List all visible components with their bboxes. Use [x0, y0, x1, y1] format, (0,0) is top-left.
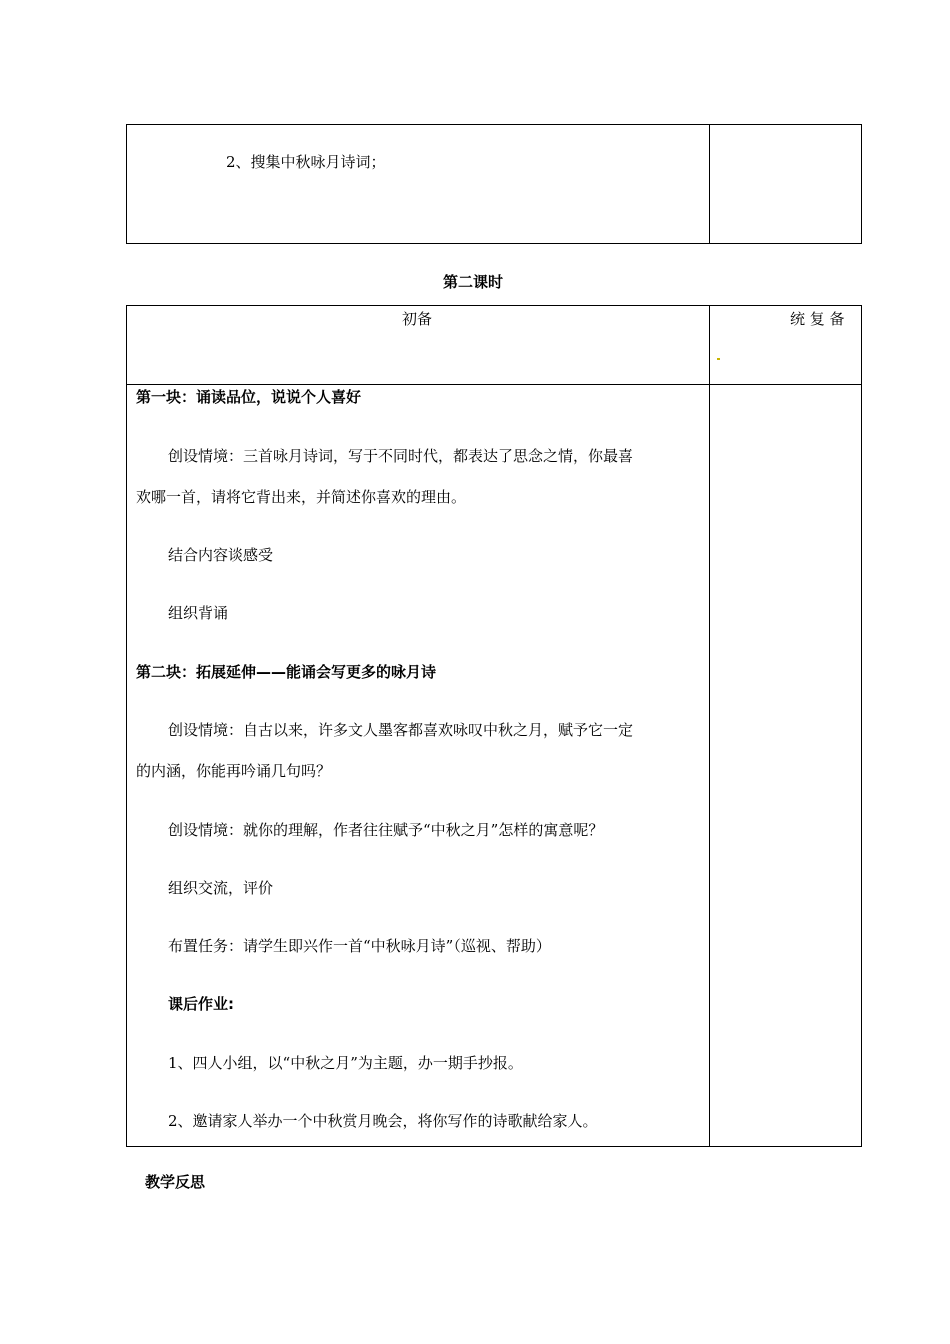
header-left: 初备: [402, 310, 433, 328]
top-table: [126, 124, 862, 244]
block2-para2: 创设情境：就你的理解，作者往往赋予“中秋之月”怎样的寓意呢？: [168, 821, 604, 839]
top-table-item-2: 2、搜集中秋咏月诗词；: [226, 153, 386, 171]
mark-dot: [717, 358, 720, 360]
lesson-table-divider: [709, 305, 710, 1147]
lesson-table-header-rule: [126, 384, 862, 385]
homework-item-2: 2、邀请家人举办一个中秋赏月晚会，将你写作的诗歌献给家人。: [168, 1112, 598, 1130]
block1-para1-line1: 创设情境：三首咏月诗词，写于不同时代，都表达了思念之情，你最喜: [168, 447, 634, 465]
header-right: 统 复 备: [790, 310, 845, 328]
homework-heading: 课后作业:: [168, 995, 234, 1013]
block1-heading: 第一块：诵读品位，说说个人喜好: [136, 388, 362, 406]
block2-para4: 布置任务：请学生即兴作一首“中秋咏月诗”（巡视、帮助）: [168, 937, 551, 955]
block1-para2: 结合内容谈感受: [168, 546, 274, 564]
section-title: 第二课时: [443, 273, 504, 291]
block1-para1-line2: 欢哪一首，请将它背出来，并简述你喜欢的理由。: [136, 488, 467, 506]
reflection-title: 教学反思: [145, 1173, 206, 1191]
block1-para3: 组织背诵: [168, 604, 229, 622]
block2-para3: 组织交流，评价: [168, 879, 274, 897]
homework-item-1: 1、四人小组，以“中秋之月”为主题，办一期手抄报。: [168, 1054, 523, 1072]
block2-para1-line2: 的内涵，你能再吟诵几句吗？: [136, 762, 332, 780]
top-table-divider: [709, 124, 710, 244]
block2-heading: 第二块：拓展延伸——能诵会写更多的咏月诗: [136, 663, 437, 681]
block2-para1-line1: 创设情境：自古以来，许多文人墨客都喜欢咏叹中秋之月，赋予它一定: [168, 721, 634, 739]
